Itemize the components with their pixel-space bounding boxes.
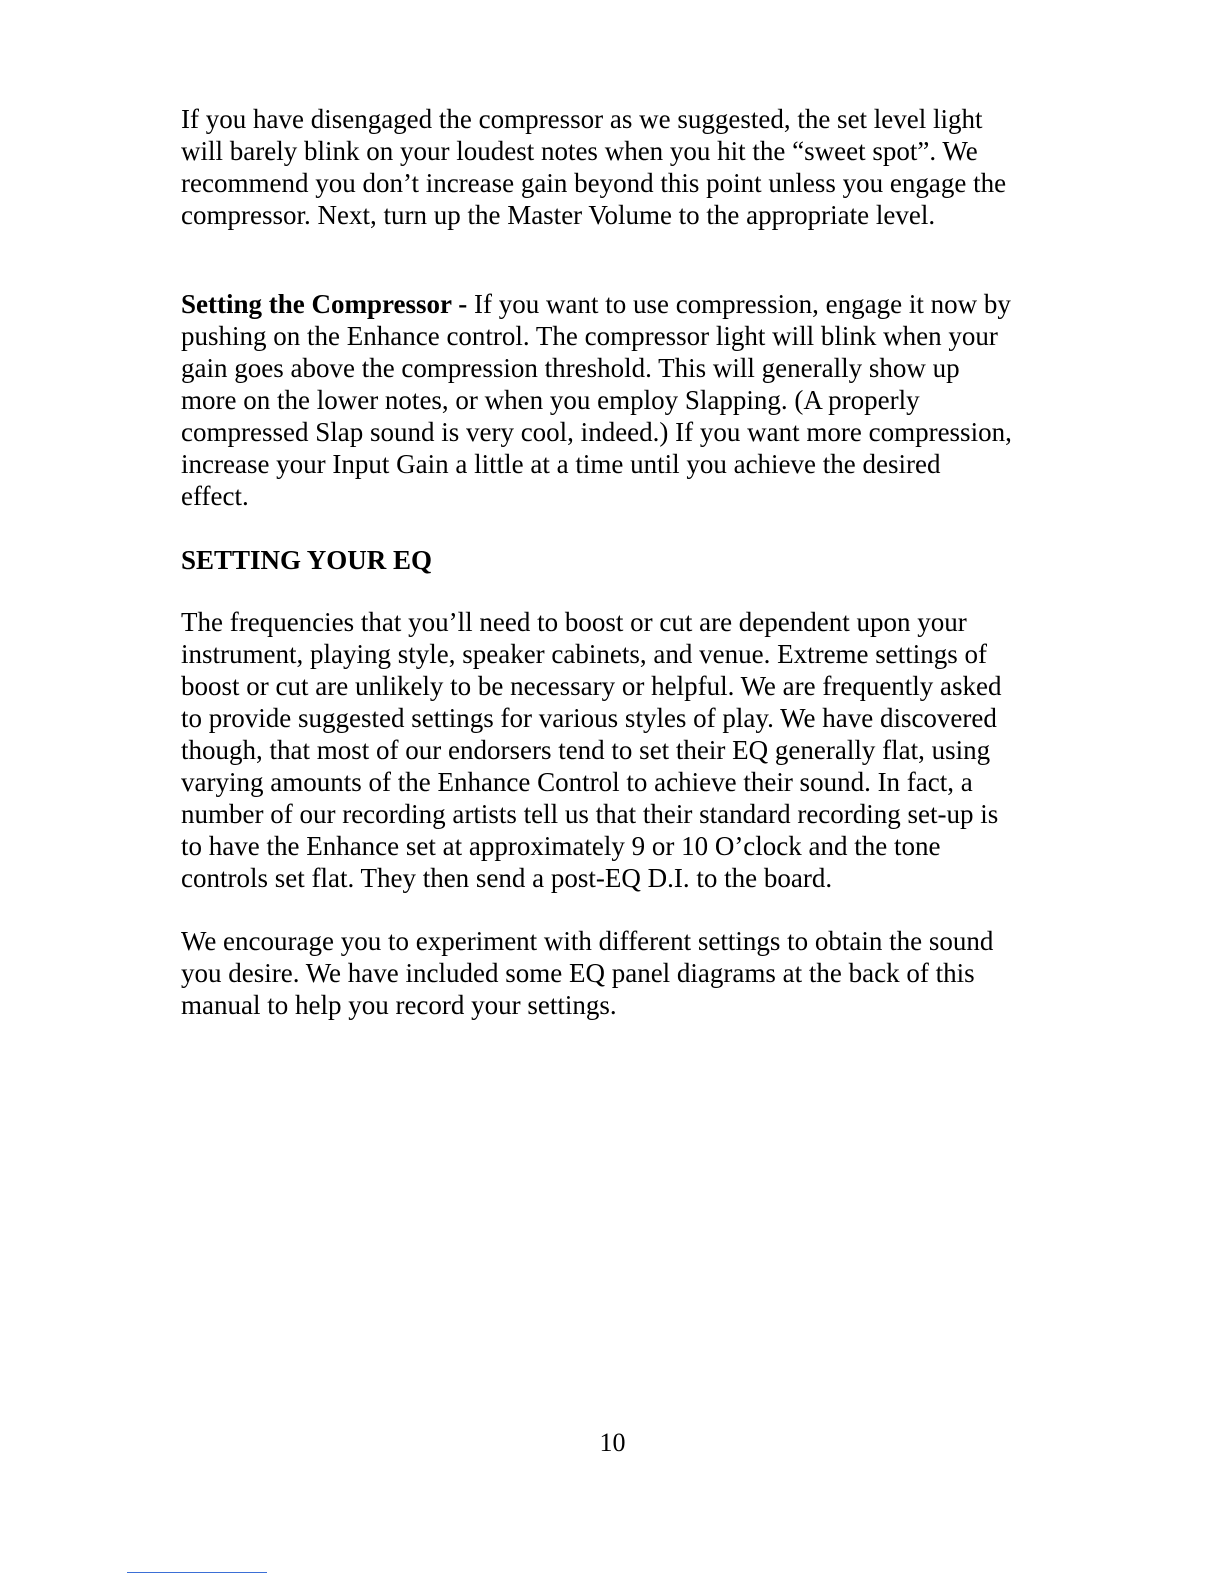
text-line: to have the Enhance set at approximately 9 or 10 O’clock and the tone [181, 831, 941, 861]
text-line [181, 288, 1061, 320]
text-line: controls set flat. They then send a post-EQ D.I. to the board. [181, 863, 833, 893]
text-line: effect. [181, 481, 249, 511]
text-line: increase your Input Gain a little at a time until you achieve the desired [181, 449, 941, 479]
paragraph-gain-setting [181, 103, 1061, 231]
text-line: to provide suggested settings for various styles of play. We have discovered [181, 703, 997, 733]
section-heading: SETTING YOUR EQ [181, 545, 433, 575]
text-line: If you have disengaged the compressor as we suggested, the set level light [181, 104, 983, 134]
text-line: boost or cut are unlikely to be necessary or helpful. We are frequently asked [181, 671, 1002, 701]
text-line: compressor. Next, turn up the Master Volume to the appropriate level. [181, 200, 936, 230]
text-line: pushing on the Enhance control. The compressor light will blink when your [181, 321, 998, 351]
text-line: you desire. We have included some EQ panel diagrams at the back of this [181, 958, 975, 988]
paragraph-eq-frequencies [181, 606, 1061, 894]
text-line: recommend you don’t increase gain beyond this point unless you engage the [181, 168, 1007, 198]
text-line: The frequencies that you’ll need to boost or cut are dependent upon your [181, 607, 967, 637]
text-line: will barely blink on your loudest notes when you hit the “sweet spot”. We [181, 136, 978, 166]
text-line: gain goes above the compression threshold. This will generally show up [181, 353, 960, 383]
paragraph-setting-compressor [181, 288, 1061, 512]
text-line: We encourage you to experiment with different settings to obtain the sound [181, 926, 994, 956]
section-lead-bold: Setting the Compressor - [181, 289, 468, 319]
paragraph-experiment [181, 925, 1061, 1021]
text-line: though, that most of our endorsers tend to set their EQ generally flat, using [181, 735, 991, 765]
page-number: 10 [599, 1428, 626, 1457]
text-line: varying amounts of the Enhance Control to achieve their sound. In fact, a [181, 767, 973, 797]
text-line: compressed Slap sound is very cool, indeed.) If you want more compression, [181, 417, 1012, 447]
text-line: more on the lower notes, or when you employ Slapping. (A properly [181, 385, 920, 415]
text-run: If you want to use compression, engage it now by [467, 289, 1011, 319]
text-line: instrument, playing style, speaker cabinets, and venue. Extreme settings of [181, 639, 988, 669]
text-line: number of our recording artists tell us that their standard recording set-up is [181, 799, 999, 829]
text-line: manual to help you record your settings. [181, 990, 617, 1020]
footer-rule [127, 1572, 267, 1573]
